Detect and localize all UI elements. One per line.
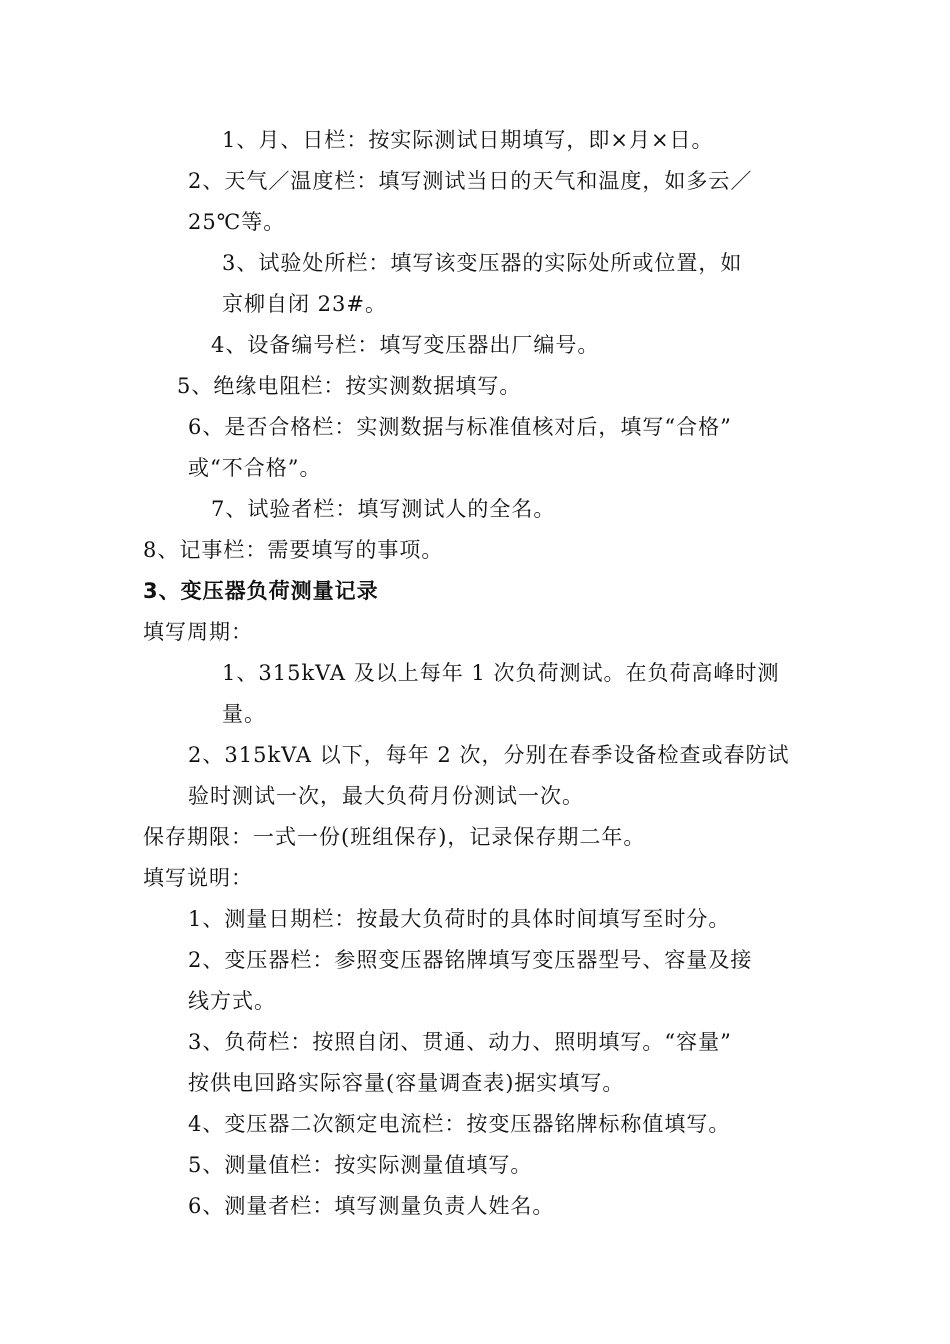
note-item-2-line-1: 2、天气／温度栏：填写测试当日的天气和温度，如多云／ — [188, 169, 753, 193]
period-item-1-line-2: 量。 — [222, 702, 266, 726]
period-label: 填写周期： — [143, 620, 253, 644]
instruction-item-2-line-2: 线方式。 — [188, 989, 276, 1013]
note-item-2-line-2: 25℃等。 — [188, 210, 286, 234]
note-item-8: 8、记事栏：需要填写的事项。 — [143, 538, 444, 562]
period-item-1-line-1: 1、315kVA 及以上每年 1 次负荷测试。在负荷高峰时测 — [222, 661, 780, 685]
note-item-6-line-1: 6、是否合格栏：实测数据与标准值核对后，填写“合格” — [188, 415, 732, 439]
period-item-2-line-2: 验时测试一次，最大负荷月份测试一次。 — [188, 784, 584, 808]
instruction-item-3-line-1: 3、负荷栏：按照自闭、贯通、动力、照明填写。“容量” — [188, 1030, 732, 1054]
instruction-item-1: 1、测量日期栏：按最大负荷时的具体时间填写至时分。 — [188, 907, 731, 931]
retention-period: 保存期限：一式一份(班组保存)，记录保存期二年。 — [143, 825, 646, 849]
instruction-item-5: 5、测量值栏：按实际测量值填写。 — [188, 1153, 533, 1177]
note-item-7: 7、试验者栏：填写测试人的全名。 — [211, 497, 556, 521]
instruction-item-3-line-2: 按供电回路实际容量(容量调查表)据实填写。 — [188, 1071, 625, 1095]
instruction-item-6: 6、测量者栏：填写测量负责人姓名。 — [188, 1194, 555, 1218]
period-item-2-line-1: 2、315kVA 以下，每年 2 次，分别在春季设备检查或春防试 — [188, 743, 790, 767]
note-item-3-line-2: 京柳自闭 23#。 — [222, 292, 387, 316]
note-item-6-line-2: 或“不合格”。 — [188, 456, 322, 480]
note-item-3-line-1: 3、试验处所栏：填写该变压器的实际处所或位置，如 — [222, 251, 743, 275]
instruction-item-2-line-1: 2、变压器栏：参照变压器铭牌填写变压器型号、容量及接 — [188, 948, 753, 972]
instruction-item-4: 4、变压器二次额定电流栏：按变压器铭牌标称值填写。 — [188, 1112, 731, 1136]
note-item-4: 4、设备编号栏：填写变压器出厂编号。 — [211, 333, 600, 357]
note-item-5: 5、绝缘电阻栏：按实测数据填写。 — [177, 374, 522, 398]
note-item-1: 1、月、日栏：按实际测试日期填写，即×月×日。 — [222, 128, 714, 152]
instructions-label: 填写说明： — [143, 866, 253, 890]
section-heading: 3、变压器负荷测量记录 — [143, 579, 379, 603]
